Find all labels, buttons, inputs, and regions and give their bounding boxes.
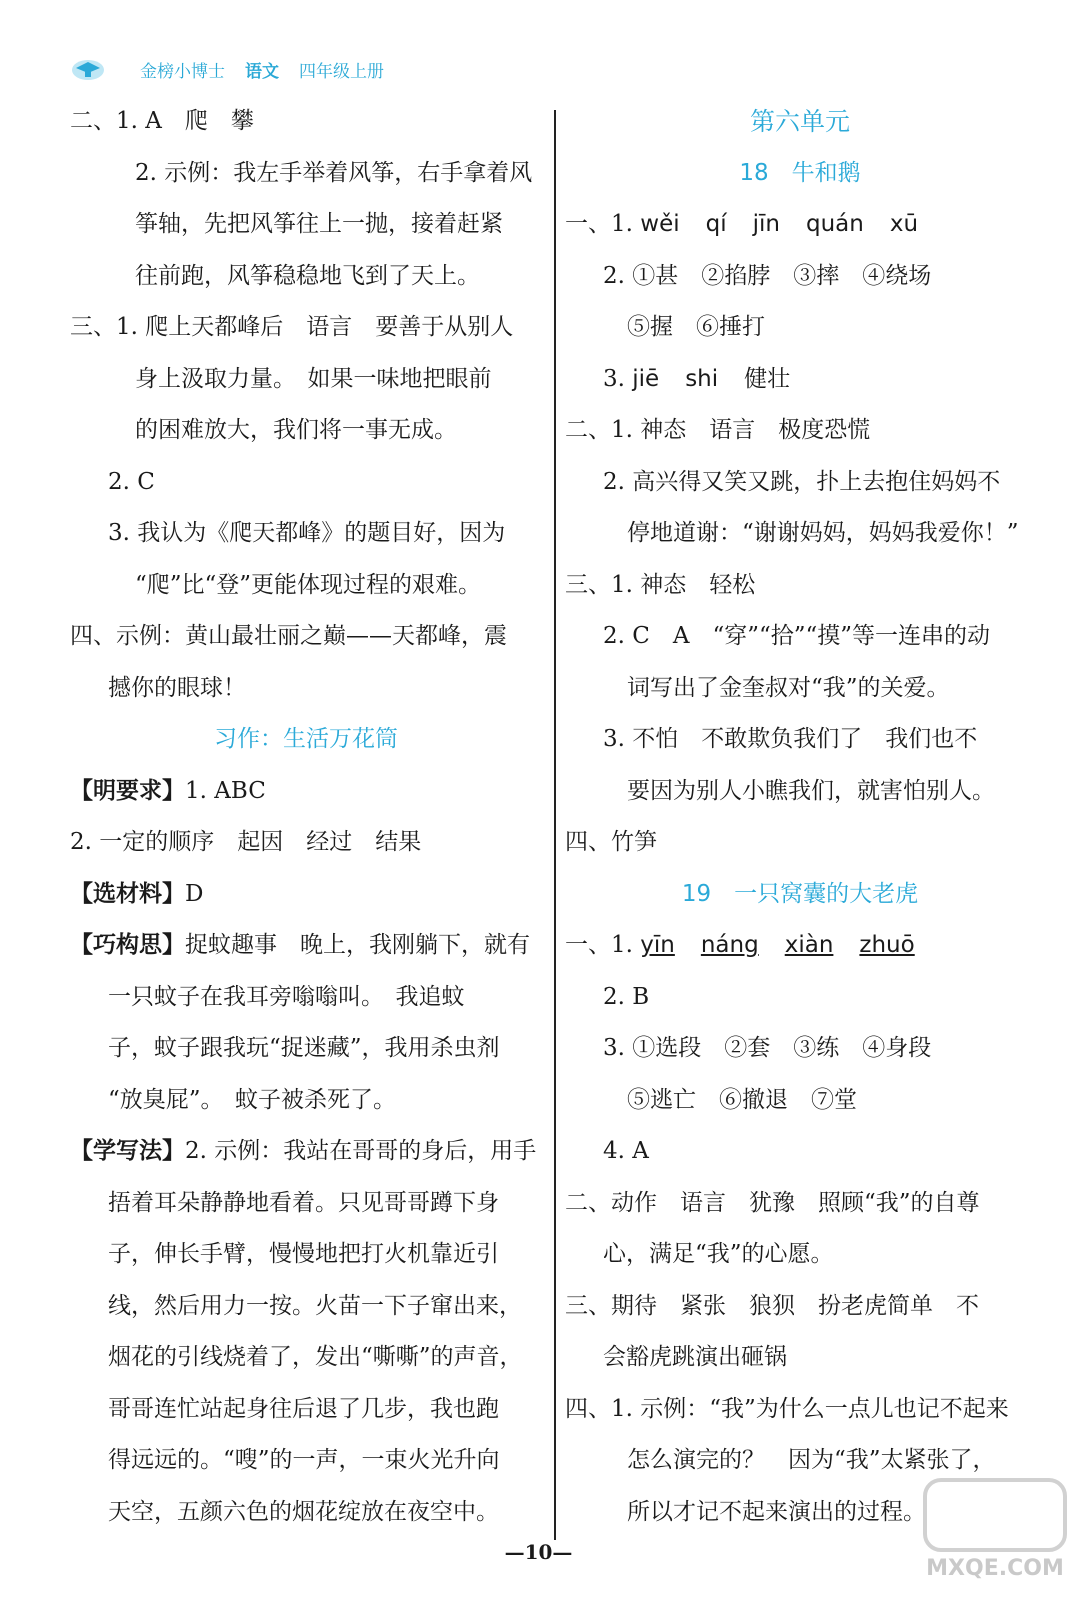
answer-line: 2. 高兴得又笑又跳，扑上去抱住妈妈不 xyxy=(603,468,1001,495)
pinyin: wěi xyxy=(640,211,680,237)
answer-line: 子，伸长手臂，慢慢地把打火机靠近引 xyxy=(108,1241,499,1267)
grade-label: 四年级上册 xyxy=(299,61,384,82)
answer-line: 3. 不怕 不敢欺负我们了 我们也不 xyxy=(603,726,978,752)
answer-line: 心，满足“我”的心愿。 xyxy=(603,1241,834,1267)
book-title: 金榜小博士 xyxy=(140,61,225,82)
answer-line: 捂着耳朵静静地看着。只见哥哥蹲下身 xyxy=(108,1189,499,1216)
left-column xyxy=(70,96,542,1538)
pinyin: yīn xyxy=(640,932,675,958)
answer-line: 会豁虎跳演出砸锅 xyxy=(603,1344,787,1370)
answer-line: 2. C A “穿”“拾”“摸”等一连串的动 xyxy=(603,623,991,649)
answer-line: 四、竹笋 xyxy=(565,829,657,855)
answer-line: 2. B xyxy=(603,983,650,1010)
answer-line: 得远远的。“嗖”的一声，一束火光升向 xyxy=(108,1447,500,1473)
answer-line: 3. ①选段 ②套 ③练 ④身段 xyxy=(603,1035,932,1061)
answer-line: 三、1. 爬上天都峰后 语言 要善于从别人 xyxy=(70,314,514,340)
answer-line xyxy=(70,1126,542,1178)
answer-line: 撼你的眼球！ xyxy=(108,674,246,701)
answer-line: 的困难放大，我们将一事无成。 xyxy=(135,417,457,443)
subject-label: 语文 xyxy=(245,61,279,82)
item-number: 一、1. xyxy=(565,932,633,958)
answer-line: 2. 一定的顺序 起因 经过 结果 xyxy=(70,829,422,855)
answer-line: 3. 我认为《爬天都峰》的题目好，因为 xyxy=(108,520,506,546)
answer-text: D xyxy=(185,880,204,907)
tag-label: 【明要求】 xyxy=(70,777,185,804)
answer-line: 停地道谢：“谢谢妈妈，妈妈我爱你！” xyxy=(627,520,1019,546)
answer-line: 哥哥连忙站起身往后退了几步，我也跑 xyxy=(108,1395,499,1422)
answer-line: 往前跑，风筝稳稳地飞到了天上。 xyxy=(135,262,480,289)
answer-line xyxy=(70,766,542,818)
pinyin: xiàn xyxy=(784,932,834,958)
pinyin: qí xyxy=(705,211,727,237)
answer-text: 捉蚊趣事 晚上，我刚躺下，就有 xyxy=(185,932,530,958)
answer-line: “放臭屁”。 蚊子被杀死了。 xyxy=(108,1086,397,1113)
right-column xyxy=(565,96,1035,1538)
answer-line: 怎么演完的？ 因为“我”太紧张了， xyxy=(627,1447,996,1473)
pinyin: jīn xyxy=(752,211,780,237)
pinyin: jiē xyxy=(632,365,660,392)
answer-line xyxy=(70,920,542,972)
item-number: 3. xyxy=(603,365,625,392)
answer-line: “爬”比“登”更能体现过程的艰难。 xyxy=(135,571,482,598)
pinyin: náng xyxy=(700,932,759,958)
answer-line: 词写出了金奎叔对“我”的关爱。 xyxy=(627,674,950,701)
answer-line: ⑤握 ⑥捶打 xyxy=(627,314,765,340)
column-divider xyxy=(554,110,556,1540)
answer-line: 四、示例：黄山最壮丽之巅——天都峰，震 xyxy=(70,623,507,649)
pinyin: xū xyxy=(889,211,919,237)
answer-watermark-logo-icon xyxy=(920,1475,1070,1585)
pinyin: zhuō xyxy=(859,932,915,958)
answer-line: 天空，五颜六色的烟花绽放在夜空中。 xyxy=(108,1498,499,1525)
lesson-heading: 18 牛和鹅 xyxy=(739,159,861,186)
answer-line: 2. ①甚 ②掐脖 ③摔 ④绕场 xyxy=(603,262,932,289)
answer-text: 健壮 xyxy=(744,365,791,392)
answer-line: 2. 示例：我左手举着风筝，右手拿着风 xyxy=(135,159,533,186)
item-number: 一、1. xyxy=(565,211,633,237)
answer-line xyxy=(565,199,1035,251)
tag-label: 【学写法】 xyxy=(70,1138,185,1164)
page-number: —10— xyxy=(504,1540,573,1564)
answer-line: 子，蚊子跟我玩“捉迷藏”，我用杀虫剂 xyxy=(108,1035,500,1061)
answer-line: 三、1. 神态 轻松 xyxy=(565,571,756,598)
answer-line: 筝轴，先把风筝往上一抛，接着赶紧 xyxy=(135,211,503,237)
unit-heading: 第六单元 xyxy=(749,107,850,136)
page-header xyxy=(70,52,384,86)
answer-line: 4. A xyxy=(603,1138,649,1164)
pinyin: shi xyxy=(685,365,719,392)
answer-line: 所以才记不起来演出的过程。 xyxy=(627,1498,926,1525)
lesson-heading: 19 一只窝囊的大老虎 xyxy=(681,880,919,907)
tag-label: 【巧构思】 xyxy=(70,932,185,958)
answer-line: 二、1. A 爬 攀 xyxy=(70,108,254,134)
answer-line: 二、1. 神态 语言 极度恐慌 xyxy=(565,417,871,443)
answer-text: 2. 示例：我站在哥哥的身后，用手 xyxy=(185,1138,537,1164)
answer-line xyxy=(565,354,1035,406)
answer-line: 身上汲取力量。 如果一味地把眼前 xyxy=(135,365,492,392)
answer-line: 四、1. 示例：“我”为什么一点儿也记不起来 xyxy=(565,1395,1009,1422)
answer-line: 2. C xyxy=(108,468,155,495)
answer-line: 一只蚊子在我耳旁嗡嗡叫。 我追蚊 xyxy=(108,983,465,1010)
pinyin: quán xyxy=(805,211,864,237)
section-heading: 习作：生活万花筒 xyxy=(214,726,398,752)
watermark-text: MXQE.COM xyxy=(926,1556,1064,1581)
answer-line: 要因为别人小瞧我们，就害怕别人。 xyxy=(627,777,995,804)
tag-label: 【选材料】 xyxy=(70,880,185,907)
answer-line: 二、动作 语言 犹豫 照顾“我”的自尊 xyxy=(565,1189,980,1216)
answer-line: 烟花的引线烧着了，发出“嘶嘶”的声音， xyxy=(108,1344,523,1370)
answer-line: 线，然后用力一按。火苗一下子窜出来， xyxy=(108,1292,522,1319)
answer-line: 三、期待 紧张 狼狈 扮老虎简单 不 xyxy=(565,1292,979,1319)
doctor-hat-logo-icon xyxy=(70,56,106,82)
answer-line xyxy=(70,869,542,921)
answer-text: 1. ABC xyxy=(185,777,266,804)
answer-line: ⑤逃亡 ⑥撤退 ⑦堂 xyxy=(627,1086,857,1113)
answer-line xyxy=(565,920,1035,972)
